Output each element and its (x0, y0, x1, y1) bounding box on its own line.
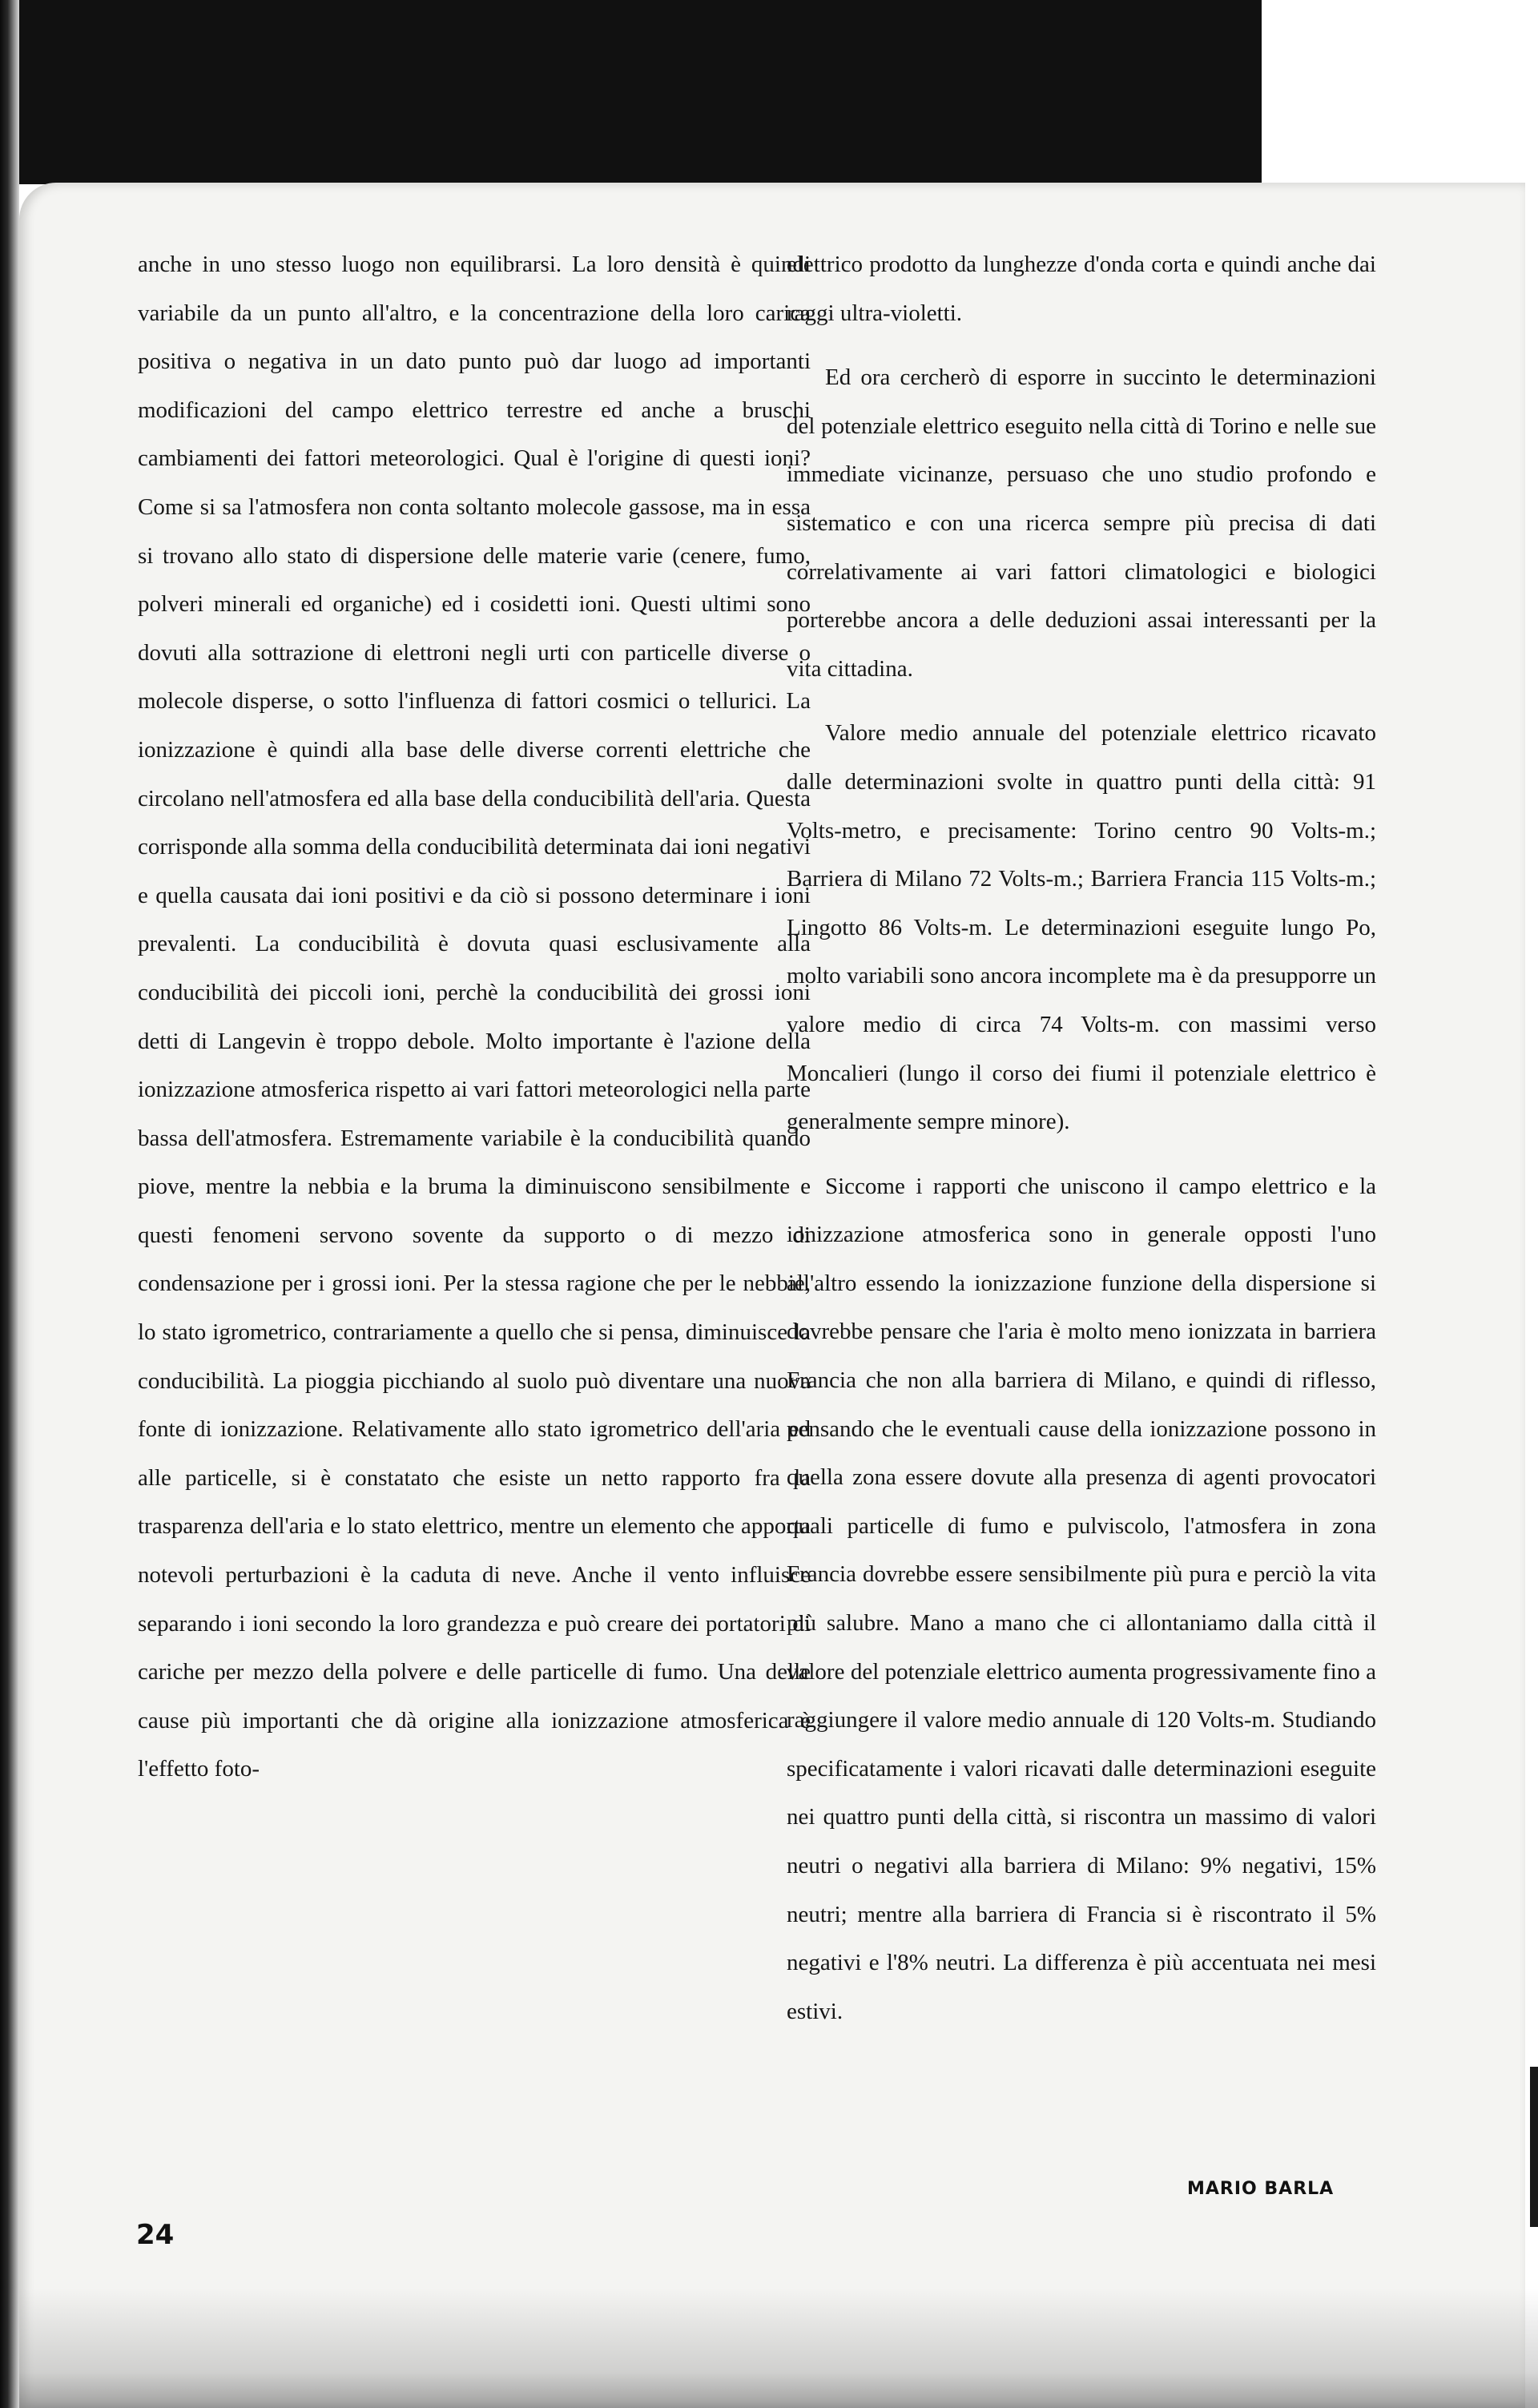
paragraph-annual-values: Valore medio annuale del potenziale elettrico ricavato dalle determinazioni svolte in quattro punti della città: 91 Volts-metro, e precisamente: Torino centro 90 Volts-m.; Barriera di Milano 72 Volts-m.; Barriera Francia 115 Volts-m.; Lingotto 86 Volts-m. Le determinazioni eseguite lungo Po, molto variabili sono ancora incomplete ma è da presupporre un valore medio di circa 74 Volts-m. con massimi verso Moncalieri (lungo il corso dei fiumi il potenziale elettrico è generalmente sempre minore). (787, 720, 1376, 1135)
right-column (787, 240, 1376, 2036)
scan-edge-mark (1530, 2067, 1538, 2227)
scan-dark-border-top (0, 0, 1262, 184)
paragraph-ionization-analysis: Siccome i rapporti che uniscono il campo elettrico e la ionizzazione atmosferica sono in generale opposti l'uno all'altro essendo la ionizzazione funzione della dispersione si dovrebbe pensare che l'aria è molto meno ionizzata in barriera Francia che non alla barriera di Milano, e quindi di riflesso, pensando che le eventuali cause della ionizzazione possono in quella zona essere dovute alla presenza di agenti provocatori quali particelle di fumo e pulviscolo, l'atmosfera in zona Francia dovrebbe essere sensibilmente più pura e perciò la vita più salubre. Mano a mano che ci allontaniamo dalla città il valore del potenziale elettrico aumenta progressivamente fino a raggiungere il valore medio annuale di 120 Volts-m. Studiando specificatamente i valori ricavati dalle determinazioni eseguite nei quattro punti della città, si riscontra un massimo di valori neutri o negativi alla barriera di Milano: 9% negativi, 15% neutri; mentre alla barriera di Francia si è riscontrato il 5% negativi e l'8% neutri. La differenza è più accentuata nei mesi estivi. (787, 1173, 1376, 2024)
author-signature: MARIO BARLA (1187, 2179, 1335, 2199)
paragraph-determinations: Ed ora cercherò di esporre in succinto le determinazioni del potenziale elettrico eseguito nella città di Torino e nelle sue immediate vicinanze, persuaso che uno studio profondo e sistematico e con una ricerca sempre più precisa di dati correlativamente ai vari fattori climatologici e biologici porterebbe ancora a delle deduzioni assai interessanti per la vita cittadina. (787, 364, 1376, 682)
left-column (138, 240, 811, 1794)
page-number: 24 (136, 2219, 175, 2251)
paragraph-continuation: elettrico prodotto da lunghezze d'onda corta e quindi anche dai raggi ultra-violetti. (787, 252, 1376, 326)
left-column-text: anche in uno stesso luogo non equilibrarsi. La loro densità è quindi variabile da un punto all'altro, e la concentrazione della loro carica positiva o negativa in un dato punto può dar luogo ad importanti modificazioni del campo elettrico terrestre ed anche a bruschi cambiamenti dei fattori meteorologici. Qual è l'origine di questi ioni? Come si sa l'atmosfera non conta soltanto molecole gassose, ma in essa si trovano allo stato di dispersione delle materie varie (cenere, fumo, polveri minerali ed organiche) ed i cosidetti ioni. Questi ultimi sono dovuti alla sottrazione di elettroni negli urti con particelle diverse o molecole disperse, o sotto l'influenza di fattori cosmici o tellurici. La ionizzazione è quindi alla base delle diverse correnti elettriche che circolano nell'atmosfera ed alla base della conducibilità dell'aria. Questa corrisponde alla somma della conducibilità determinata dai ioni negativi e quella causata dai ioni positivi e da ciò si possono determinare i ioni prevalenti. La conducibilità è dovuta quasi esclusivamente alla conducibilità dei piccoli ioni, perchè la conducibilità dei grossi ioni detti di Langevin è troppo debole. Molto importante è l'azione della ionizzazione atmosferica rispetto ai vari fattori meteorologici nella parte bassa dell'atmosfera. Estremamente variabile è la conducibilità quando piove, mentre la nebbia e la bruma la diminuiscono sensibilmente e questi fenomeni servono sovente da supporto o di mezzo di condensazione per i grossi ioni. Per la stessa ragione che per le nebbie, lo stato igrometrico, contrariamente a quello che si pensa, diminuisce la conducibilità. La pioggia picchiando al suolo può diventare una nuova fonte di ionizzazione. Relativamente allo stato igrometrico dell'aria ed alle particelle, si è constatato che esiste un netto rapporto fra la trasparenza dell'aria e lo stato elettrico, mentre un elemento che apporta notevoli perturbazioni è la caduta di neve. Anche il vento influisce separando i ioni secondo la loro grandezza e può creare dei portatori di cariche per mezzo della polvere e delle particelle di fumo. Una delle cause più importanti che dà origine alla ionizzazione atmosferica è l'effetto foto- (138, 252, 811, 1782)
scan-dark-border-left (0, 0, 19, 2408)
scan-shadow-bottom (19, 2288, 1538, 2408)
